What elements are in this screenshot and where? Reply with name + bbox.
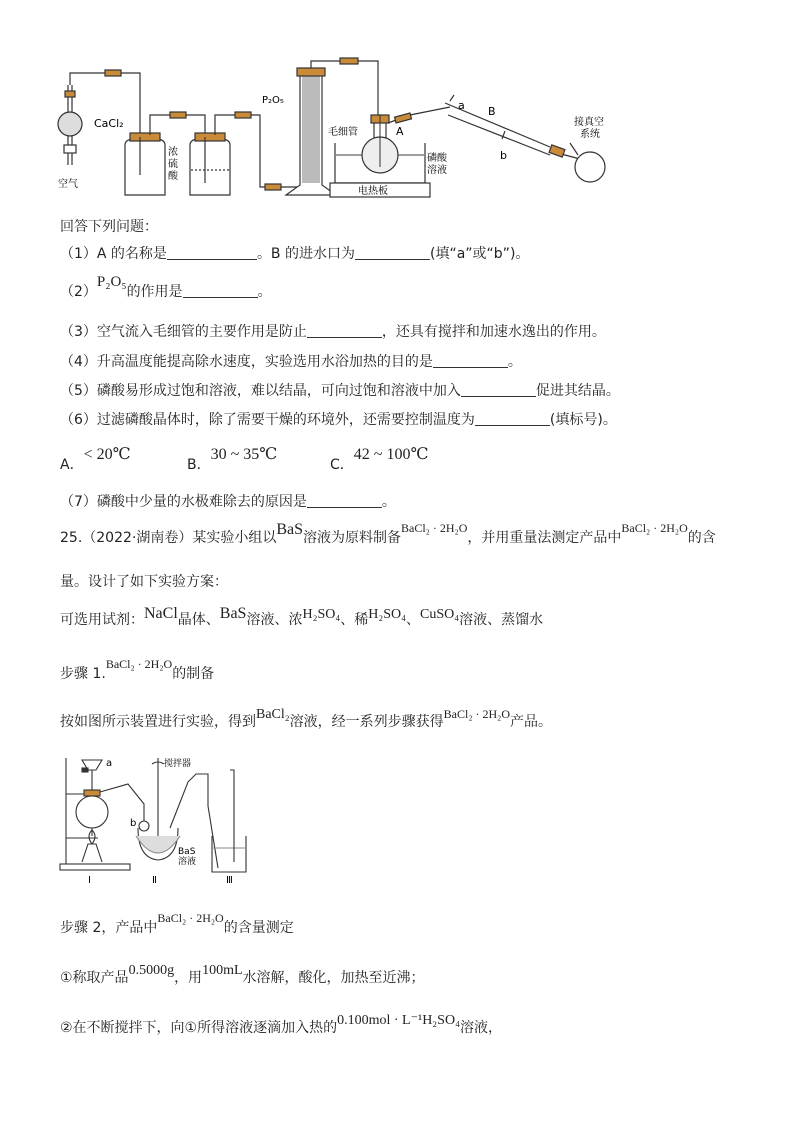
label-phosphoric-1: 磷酸 bbox=[427, 153, 447, 164]
question-3: （3）空气流入毛细管的主要作用是防止 ，还具有搅拌和加速水逸出的作用。 bbox=[60, 324, 606, 340]
answer-blank[interactable] bbox=[461, 382, 536, 397]
step-2-item-1: ①称取产品0.5000g，用100mL水溶解，酸化，加热至近沸； bbox=[60, 963, 425, 986]
step-2-item-2: ②在不断搅拌下，向①所得溶液逐滴加入热的0.100mol · L⁻¹H₂SO₄溶液， bbox=[60, 1013, 502, 1036]
label-bas-2: 溶液 bbox=[178, 857, 197, 867]
step-1-title: 步骤 1.BaCl₂ · 2H₂O的制备 bbox=[60, 657, 215, 682]
apparatus-figure-1 bbox=[50, 55, 610, 205]
question-2: （2）P₂O₅的作用是 。 bbox=[60, 274, 272, 300]
question-25: 25.（2022·湖南卷）某实验小组以BaS溶液为原料制备BaCl₂ · 2H₂O，并用重量法测定产品中BaCl₂ · 2H₂O的含 bbox=[60, 521, 716, 546]
label-capillary: 毛细管 bbox=[328, 127, 358, 138]
label-b-condenser: B bbox=[488, 105, 496, 118]
question-6: （6）过滤磷酸晶体时，除了需要干燥的环境外，还需要控制温度为 (填标号)。 bbox=[60, 412, 617, 428]
label-a: a bbox=[106, 758, 113, 769]
label-vacuum-1: 接真空 bbox=[574, 117, 604, 128]
answer-blank[interactable] bbox=[167, 245, 257, 260]
option-b[interactable]: B．30 ~ 35℃ bbox=[187, 446, 278, 473]
label-air: 空气 bbox=[58, 179, 78, 190]
label-b-inlet: b bbox=[500, 149, 507, 162]
question-7: （7）磷酸中少量的水极难除去的原因是 。 bbox=[60, 494, 396, 510]
label-b: b bbox=[130, 818, 137, 829]
question-4: （4）升高温度能提高除水速度，实验选用水浴加热的目的是 。 bbox=[60, 354, 522, 370]
label-conc-acid-1: 浓 bbox=[168, 147, 178, 158]
apparatus-figure-2 bbox=[58, 756, 258, 886]
answer-blank[interactable] bbox=[355, 245, 430, 260]
answer-blank[interactable] bbox=[433, 353, 508, 368]
step-2-title: 步骤 2，产品中BaCl₂ · 2H₂O的含量测定 bbox=[60, 911, 294, 936]
label-p2o5: P₂O₅ bbox=[262, 95, 284, 106]
label-stirrer: 搅拌器 bbox=[164, 759, 192, 769]
label-vacuum-2: 系统 bbox=[580, 129, 600, 140]
label-conc-acid-3: 酸 bbox=[168, 171, 178, 182]
step-1-desc: 按如图所示装置进行实验，得到BaCl₂溶液，经一系列步骤获得BaCl₂ · 2H₂O产品。 bbox=[60, 707, 553, 730]
answer-blank[interactable] bbox=[307, 323, 382, 338]
answer-blank[interactable] bbox=[307, 493, 382, 508]
label-bas-1: BaS bbox=[178, 847, 196, 857]
label-a-flask: A bbox=[396, 125, 404, 138]
label-conc-acid-2: 硫 bbox=[168, 159, 178, 170]
question-5: （5）磷酸易形成过饱和溶液，难以结晶，可向过饱和溶液中加入 促进其结晶。 bbox=[60, 383, 620, 399]
reagents-line: 可选用试剂：NaCl晶体、BaS溶液、浓H₂SO₄、稀H₂SO₄、CuSO₄溶液、蒸馏水 bbox=[60, 605, 544, 628]
label-phosphoric-2: 溶液 bbox=[427, 165, 447, 176]
option-c[interactable]: C．42 ~ 100℃ bbox=[330, 446, 429, 473]
question-25-line2: 量。设计了如下实验方案： bbox=[60, 574, 228, 590]
label-a-inlet: a bbox=[458, 99, 465, 112]
label-I: I bbox=[88, 875, 91, 886]
label-II: Ⅱ bbox=[152, 875, 157, 886]
label-cacl2: CaCl₂ bbox=[94, 117, 124, 130]
answer-blank[interactable] bbox=[183, 283, 258, 298]
label-III: Ⅲ bbox=[226, 875, 233, 886]
answer-blank[interactable] bbox=[475, 411, 550, 426]
intro-line: 回答下列问题： bbox=[60, 219, 158, 235]
label-hotplate: 电热板 bbox=[358, 186, 388, 197]
question-1: （1）A 的名称是 。B 的进水口为 (填“a”或“b”)。 bbox=[60, 246, 530, 262]
option-a[interactable]: A．< 20℃ bbox=[60, 446, 131, 473]
